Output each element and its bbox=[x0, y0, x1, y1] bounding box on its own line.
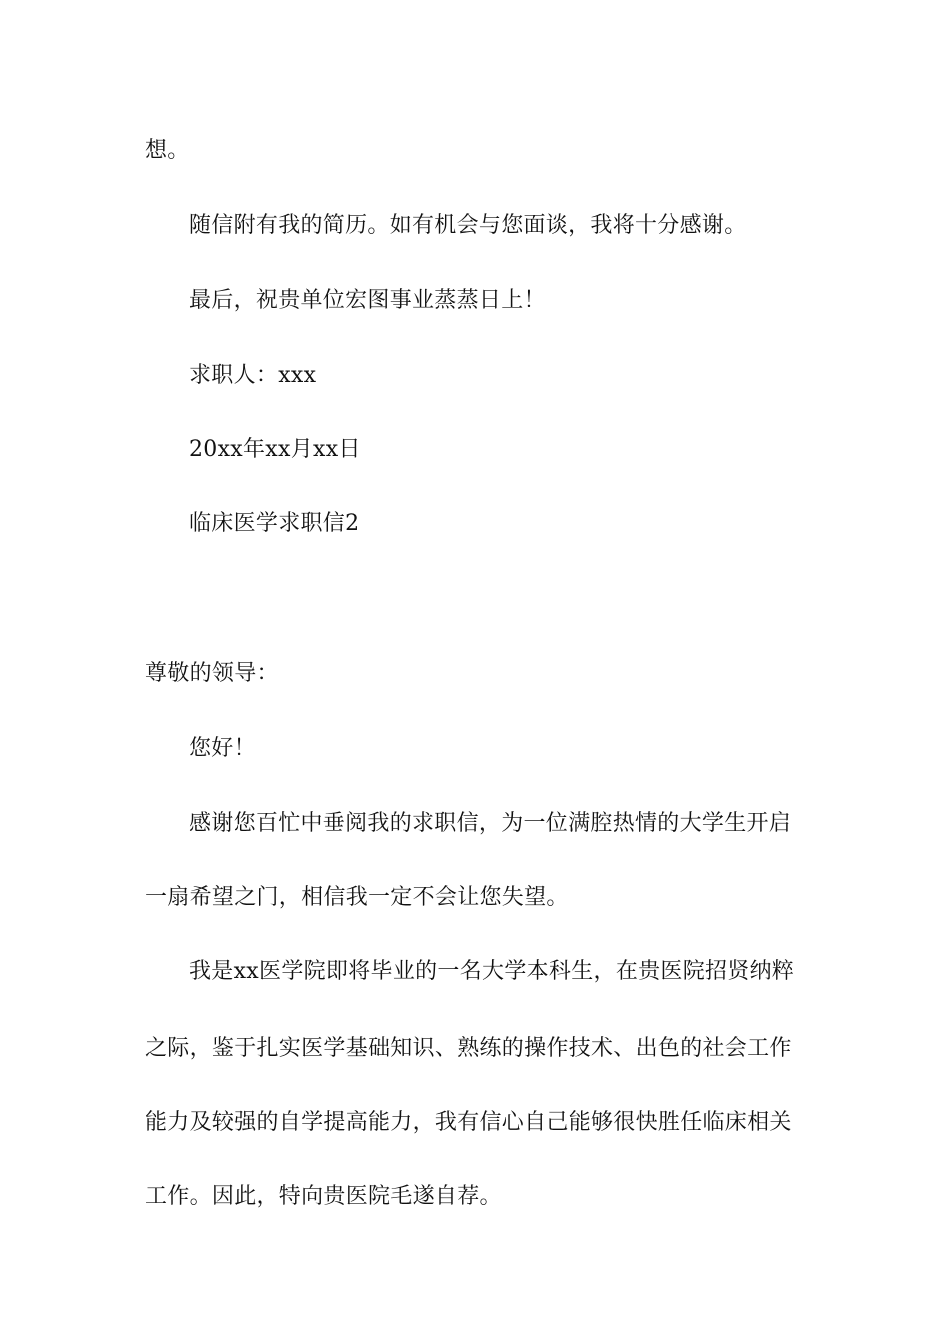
paragraph-line: 工作。因此，特向贵医院毛遂自荐。 bbox=[145, 1184, 502, 1209]
paragraph-line: 我是xx医学院即将毕业的一名大学本科生，在贵医院招贤纳粹 bbox=[189, 959, 795, 984]
salutation: 尊敬的领导： bbox=[145, 661, 279, 686]
date-line: 20xx年xx月xx日 bbox=[189, 437, 361, 462]
text-line: 最后，祝贵单位宏图事业蒸蒸日上！ bbox=[189, 288, 546, 313]
text-line: 想。 bbox=[145, 138, 190, 163]
paragraph-line: 一扇希望之门，相信我一定不会让您失望。 bbox=[145, 885, 569, 910]
paragraph-line: 之际，鉴于扎实医学基础知识、熟练的操作技术、出色的社会工作 bbox=[145, 1036, 792, 1061]
paragraph-line: 能力及较强的自学提高能力，我有信心自己能够很快胜任临床相关 bbox=[145, 1110, 792, 1135]
greeting: 您好！ bbox=[189, 736, 256, 761]
paragraph-line: 感谢您百忙中垂阅我的求职信，为一位满腔热情的大学生开启 bbox=[189, 811, 792, 836]
signature-line: 求职人：xxx bbox=[189, 363, 317, 388]
section-title: 临床医学求职信2 bbox=[189, 511, 360, 536]
text-line: 随信附有我的简历。如有机会与您面谈，我将十分感谢。 bbox=[189, 213, 747, 238]
